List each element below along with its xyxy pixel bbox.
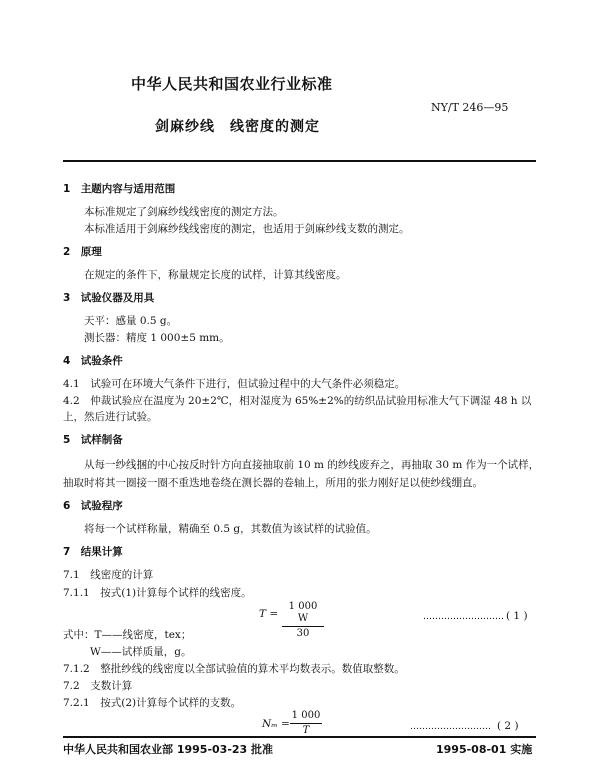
equation-1-lhs: T = bbox=[259, 608, 279, 620]
section-1-para-2: 本标准适用于剑麻纱线线密度的测定，也适用于剑麻纱线支数的测定。 bbox=[84, 223, 410, 235]
section-2-heading: 2 原理 bbox=[63, 246, 102, 258]
implementation-date: 1995-08-01 实施 bbox=[436, 743, 533, 756]
equation-2-number: ( 2 ) bbox=[497, 720, 519, 732]
section-4-2-line-1: 4.2 仲裁试验应在温度为 20±2℃，相对湿度为 65%±2%的纺织品试验用标准大气下调湿 48 h 以 bbox=[63, 395, 532, 407]
section-7-1-2: 7.1.2 整批纱线的线密度以全部试验值的算术平均数表示。数值取整数。 bbox=[63, 663, 405, 675]
section-3-para-1: 天平：感量 0.5 g。 bbox=[84, 315, 178, 327]
standard-code: NY/T 246—95 bbox=[431, 101, 509, 114]
equation-1-denominator: 30 bbox=[296, 628, 310, 639]
document-title: 剑麻纱线 线密度的测定 bbox=[155, 119, 320, 135]
section-7-2-1: 7.2.1 按式(2)计算每个试样的支数。 bbox=[63, 697, 242, 709]
section-2-para-1: 在规定的条件下，称量规定长度的试样，计算其线密度。 bbox=[84, 269, 347, 281]
fraction-bar bbox=[290, 723, 322, 724]
equation-1-number: ( 1 ) bbox=[506, 610, 528, 622]
section-5-line-1: 从每一纱线捆的中心按反时针方向直接抽取前 10 m 的纱线废弃之，再抽取 30 m 作为一个试样， bbox=[84, 459, 540, 471]
section-7-2: 7.2 支数计算 bbox=[63, 680, 133, 692]
section-1-para-1: 本标准规定了剑麻纱线线密度的测定方法。 bbox=[84, 206, 284, 218]
section-3-para-2: 测长器：精度 1 000±5 mm。 bbox=[84, 332, 230, 344]
section-4-1: 4.1 试验可在环境大气条件下进行，但试验过程中的大气条件必须稳定。 bbox=[63, 378, 406, 390]
equation-1-numerator: 1 000 W bbox=[288, 601, 318, 624]
section-5-line-2: 抽取时将其一圈接一圈不重迭地卷绕在测长器的卷轴上，所用的张力刚好足以使纱线绷直。 bbox=[63, 477, 483, 489]
section-7-1-1: 7.1.1 按式(1)计算每个试样的线密度。 bbox=[63, 587, 252, 599]
equation-2-denominator: T bbox=[302, 725, 310, 736]
where-line-1: 式中：T——线密度，tex； bbox=[63, 629, 192, 641]
section-7-1: 7.1 线密度的计算 bbox=[63, 569, 154, 581]
section-4-2-line-2: 上，然后进行试验。 bbox=[63, 411, 158, 423]
section-3-heading: 3 试验仪器及用具 bbox=[63, 292, 155, 304]
where-line-2: W——试样质量，g。 bbox=[90, 646, 192, 658]
fraction-bar bbox=[282, 626, 324, 627]
section-6-heading: 6 试验程序 bbox=[63, 500, 123, 512]
equation-2-lhs: Nₘ = bbox=[262, 718, 290, 730]
equation-2-dots: ……………………… bbox=[410, 722, 491, 732]
section-6-para-1: 将每一个试样称量，精确至 0.5 g，其数值为该试样的试验值。 bbox=[84, 523, 377, 535]
standard-org: 中华人民共和国农业行业标准 bbox=[131, 75, 333, 93]
equation-1-dots: ……………………… bbox=[423, 612, 504, 622]
section-4-heading: 4 试验条件 bbox=[63, 355, 123, 367]
section-5-heading: 5 试样制备 bbox=[63, 434, 123, 446]
equation-2-fraction bbox=[290, 710, 322, 737]
footer-rule bbox=[63, 736, 536, 738]
equation-1-fraction bbox=[282, 601, 324, 640]
section-7-heading: 7 结果计算 bbox=[63, 546, 123, 558]
equation-2-numerator: 1 000 bbox=[291, 710, 321, 721]
approval-line: 中华人民共和国农业部 1995-03-23 批准 bbox=[63, 743, 274, 756]
section-1-heading: 1 主题内容与适用范围 bbox=[63, 183, 176, 195]
header-rule bbox=[63, 160, 536, 162]
